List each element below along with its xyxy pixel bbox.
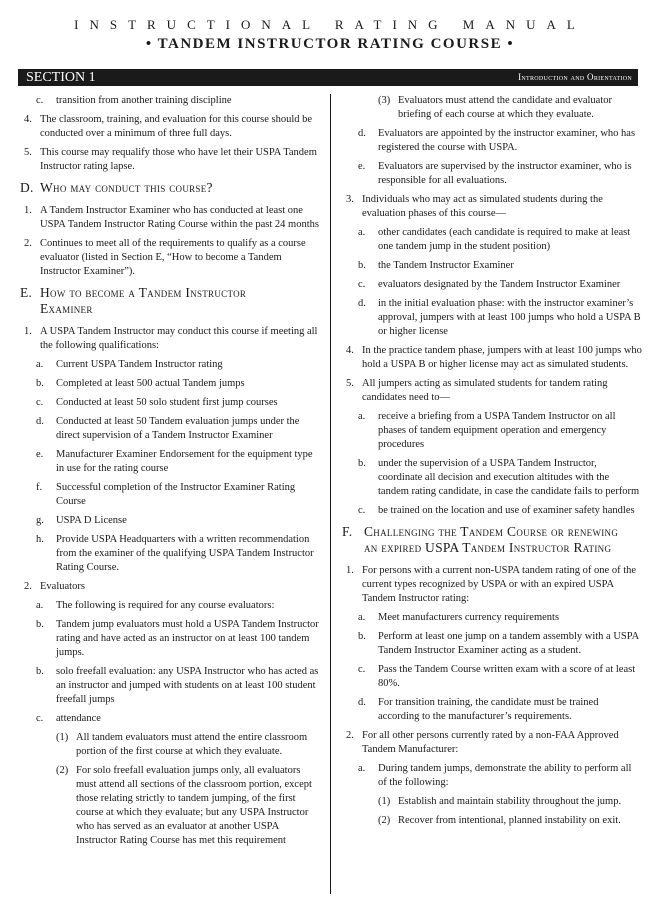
list-item: 2. For all other persons currently rated by a non-FAA Approved Tandem Manufacturer: <box>346 730 619 755</box>
list-item: c. Pass the Tandem Course written exam with a score of at least 80%. <box>358 664 636 689</box>
list-item: c. be trained on the location and use of examiner safety handles <box>358 505 635 516</box>
list-item: d. Evaluators are appointed by the instructor examiner, who has registered the course with USPA. <box>358 128 636 153</box>
left-column <box>20 94 320 853</box>
list-item: a. receive a briefing from a USPA Tandem Instructor on all phases of tandem equipment operation and emergency procedures <box>358 411 616 450</box>
list-item: 5. This course may requalify those who have let their USPA Tandem Instructor rating lapse. <box>24 147 317 172</box>
list-item: b. Tandem jump evaluators must hold a USPA Tandem Instructor rating and have acted as an instructor on at least 100 tandem jumps. <box>36 619 319 658</box>
list-item: a. During tandem jumps, demonstrate the ability to perform all of the following: <box>358 763 632 788</box>
list-item: c. transition from another training discipline <box>36 95 232 106</box>
list-item: a. other candidates (each candidate is required to make at least one tandem jump in the student position) <box>358 227 631 252</box>
list-item: b. under the supervision of a USPA Tandem Instructor, coordinate all decision and execution altitudes with the tandem rating candidate, in case the candidate fails to perform <box>358 458 640 497</box>
list-item: b. the Tandem Instructor Examiner <box>358 260 514 271</box>
list-item: c. evaluators designated by the Tandem Instructor Examiner <box>358 279 621 290</box>
evaluator-list <box>20 599 320 726</box>
course-title: • TANDEM INSTRUCTOR RATING COURSE • <box>145 36 515 52</box>
briefing-list <box>342 410 642 518</box>
column-divider <box>330 94 331 894</box>
list-item: b. Perform at least one jump on a tandem assembly with a USPA Tandem Instructor Examiner acting as a student. <box>358 631 639 656</box>
list-item: h. Provide USPA Headquarters with a written recommendation from the examiner of the qualifying USPA Tandem Instructor Rating Course. <box>36 534 314 573</box>
stability-list <box>342 795 642 828</box>
list-item: c. Conducted at least 50 solo student first jump courses <box>36 397 278 408</box>
list-item: a. The following is required for any course evaluators: <box>36 600 275 611</box>
list-item: 3. Individuals who may act as simulated students during the evaluation phases of this course— <box>346 194 603 219</box>
list-item: b. solo freefall evaluation: any USPA Instructor who has acted as an instructor and jumped with students on at least 100 student freefall jumps <box>36 666 319 705</box>
list-item: (2) For solo freefall evaluation jumps only, all evaluators must attend all sections of the classroom portion, except those relating strictly to tandem jumping, of the first course at which they evaluate; but any USPA Instructor who has served as an evaluator at another USPA Instructor Rating Course has met this requirement <box>56 765 312 846</box>
section-heading-d: D. Who may conduct this course? <box>20 180 213 195</box>
list-item: d. in the initial evaluation phase: with the instructor examiner’s approval, jumpers with at least 100 jumps who hold a USPA B or higher license <box>358 298 641 337</box>
section-bar <box>18 69 638 86</box>
list-item: e. Manufacturer Examiner Endorsement for the equipment type in use for the rating course <box>36 449 313 474</box>
list-item: (3) Evaluators must attend the candidate and evaluator briefing of each course at which they evaluate. <box>378 95 613 120</box>
list-item: 4. In the practice tandem phase, jumpers with at least 100 jumps who hold a USPA B or higher license may act as simulated students. <box>346 345 642 370</box>
list-item: (1) Establish and maintain stability throughout the jump. <box>378 796 622 807</box>
list-item: 1. For persons with a current non-USPA tandem rating of one of the current types recognized by USPA or with an expired USPA Tandem Instructor rating: <box>346 565 637 604</box>
manual-title: INSTRUCTIONAL RATING MANUAL <box>74 17 586 32</box>
simulated-student-list <box>342 226 642 339</box>
list-item: a. Meet manufacturers currency requirements <box>358 612 560 623</box>
list-item: d. For transition training, the candidate must be trained according to the manufacturer’s requirements. <box>358 697 599 722</box>
challenge-list <box>342 611 642 724</box>
section-heading-f: F. Challenging the Tandem Course or renewing an expired USPA Tandem Instructor Rating <box>342 524 619 555</box>
section-label: SECTION 1 <box>26 70 96 85</box>
list-item: (2) Recover from intentional, planned instability on exit. <box>378 815 621 826</box>
section-name: Introduction and Orientation <box>518 72 632 82</box>
list-item: e. Evaluators are supervised by the instructor examiner, who is responsible for all evaluations. <box>358 161 632 186</box>
attendance-list <box>20 731 320 848</box>
list-item: 1. A Tandem Instructor Examiner who has conducted at least one USPA Tandem Instructor Rating Course within the past 24 months <box>24 205 319 230</box>
list-item: 4. The classroom, training, and evaluation for this course should be conducted over a minimum of three full days. <box>24 114 313 139</box>
list-item: (1) All tandem evaluators must attend the entire classroom portion of the first course at which they evaluate. <box>56 732 308 757</box>
list-item: 2. Continues to meet all of the requirements to qualify as a course evaluator (listed in Section E, “How to become a Tandem Instructor Examiner”). <box>24 238 306 277</box>
list-item: a. Current USPA Tandem Instructor rating <box>36 359 223 370</box>
list-item: 1. A USPA Tandem Instructor may conduct this course if meeting all the following qualifications: <box>24 326 318 351</box>
list-item: b. Completed at least 500 actual Tandem jumps <box>36 378 245 389</box>
section-heading-e: E. How to become a Tandem Instructor Examiner <box>20 285 247 316</box>
list-item: g. USPA D License <box>36 515 127 526</box>
list-item: c. attendance <box>36 713 101 724</box>
list-item: f. Successful completion of the Instructor Examiner Rating Course <box>36 482 296 507</box>
list-item: 5. All jumpers acting as simulated students for tandem rating candidates need to— <box>346 378 608 403</box>
list-item: 2. Evaluators <box>24 581 85 592</box>
right-column <box>342 94 642 833</box>
qualification-list <box>20 358 320 575</box>
list-item: d. Conducted at least 50 Tandem evaluation jumps under the direct supervision of a Tandem Instructor Examiner <box>36 416 300 441</box>
